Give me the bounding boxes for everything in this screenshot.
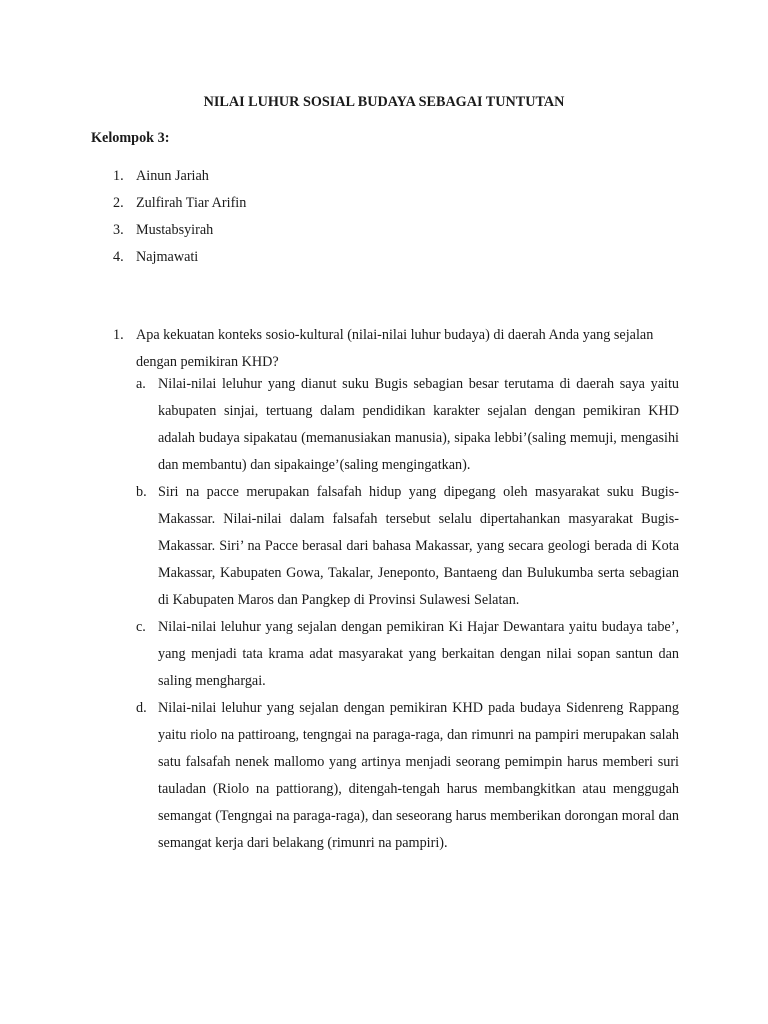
answer-letter: c. — [136, 619, 146, 635]
member-list — [113, 167, 246, 275]
answer-list — [136, 371, 679, 857]
question-number: 1. — [113, 327, 124, 343]
answer-item — [136, 479, 679, 614]
member-name: Mustabsyirah — [136, 222, 214, 238]
member-name: Zulfirah Tiar Arifin — [136, 195, 247, 211]
answer-item — [136, 371, 679, 479]
group-label: Kelompok 3: — [91, 130, 170, 146]
member-name: Najmawati — [136, 249, 199, 265]
answer-letter: d. — [136, 700, 147, 716]
answer-text: Nilai-nilai leluhur yang sejalan dengan pemikiran Ki Hajar Dewantara yaitu budaya tabe’, yang menjadi tata krama adat masyarakat yang berkaitan dengan nilai sopan santun dan saling menghargai. — [158, 619, 679, 689]
answer-text: Siri na pacce merupakan falsafah hidup yang dipegang oleh masyarakat suku Bugis-Makassar. Nilai-nilai dalam falsafah tersebut selalu dipertahankan masyarakat Bugis-Makassar. Siri’ na Pacce berasal dari bahasa Makassar, yang secara geologi berada di Kota Makassar, Kabupaten Gowa, Takalar, Jeneponto, Bantaeng dan Bulukumba serta sebagian di Kabupaten Maros dan Pangkep di Provinsi Sulawesi Selatan. — [158, 484, 679, 608]
member-number: 3. — [113, 222, 124, 238]
member-number: 2. — [113, 195, 124, 211]
member-number: 4. — [113, 249, 124, 265]
answer-letter: b. — [136, 484, 147, 500]
list-item — [113, 194, 246, 221]
member-name: Ainun Jariah — [136, 168, 209, 184]
answer-item — [136, 695, 679, 857]
answer-letter: a. — [136, 376, 146, 392]
list-item — [113, 221, 246, 248]
list-item — [113, 167, 246, 194]
answer-text: Nilai-nilai leluhur yang sejalan dengan pemikiran KHD pada budaya Sidenreng Rappang yaitu riolo na pattiroang, tengngai na paraga-raga, dan rimunri na pampiri merupakan salah satu falsafah nenek mallomo yang artinya menjadi seorang pemimpin harus memberi suri tauladan (Riolo na pattiorang), ditengah-tengah harus membangkitkan atau menggugah semangat (Tengngai na paraga-raga), dan seseorang harus memberikan dorongan moral dan semangat kerja dari belakang (rimunri na pampiri). — [158, 700, 679, 851]
question-block — [113, 322, 679, 376]
list-item — [113, 248, 246, 275]
answer-text: Nilai-nilai leluhur yang dianut suku Bugis sebagian besar terutama di daerah saya yaitu kabupaten sinjai, tertuang dalam pendidikan karakter sejalan dengan pemikiran KHD adalah budaya sipakatau (memanusiakan manusia), sipaka lebbi’(saling memuji, mengasihi dan membantu) dan sipakainge’(saling mengingatkan). — [158, 376, 679, 473]
member-number: 1. — [113, 168, 124, 184]
answer-item — [136, 614, 679, 695]
question-text: Apa kekuatan konteks sosio-kultural (nilai-nilai luhur budaya) di daerah Anda yang sejalan dengan pemikiran KHD? — [136, 327, 654, 370]
document-title: NILAI LUHUR SOSIAL BUDAYA SEBAGAI TUNTUTAN — [203, 94, 565, 110]
